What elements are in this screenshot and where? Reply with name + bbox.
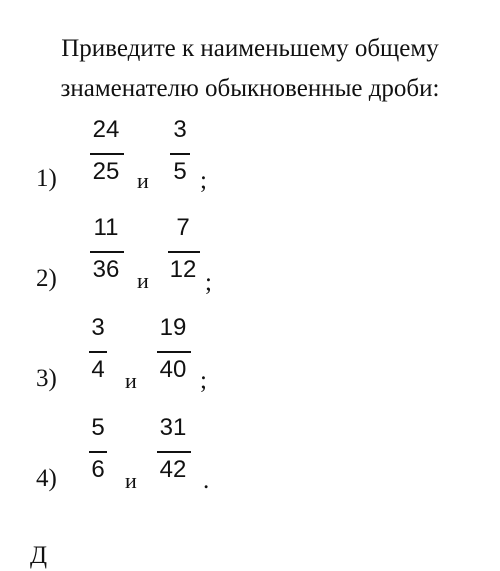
fraction-second <box>157 214 209 294</box>
denominator: 6 <box>91 456 105 483</box>
fraction-first <box>72 314 124 394</box>
denominator: 25 <box>92 158 120 185</box>
denominator: 5 <box>173 158 187 185</box>
end-punctuation: ; <box>200 367 207 394</box>
item-number: 3) <box>36 365 57 392</box>
fraction-bar <box>170 153 190 155</box>
fraction-first <box>80 214 132 294</box>
denominator: 36 <box>92 256 120 283</box>
fraction-second <box>154 116 206 196</box>
fraction-second <box>147 314 199 394</box>
fraction-bar <box>89 351 107 353</box>
task-title-line-2: знаменателю обыкновенные дроби: <box>60 75 440 102</box>
numerator: 5 <box>91 414 105 441</box>
conjunction: и <box>137 268 149 293</box>
conjunction: и <box>125 468 137 493</box>
fraction-first <box>80 116 132 196</box>
numerator: 24 <box>92 116 120 143</box>
fraction-bar <box>90 251 124 253</box>
fraction-bar <box>157 351 191 353</box>
numerator: 3 <box>91 314 105 341</box>
denominator: 4 <box>91 356 105 383</box>
fraction-second <box>147 414 199 494</box>
end-punctuation: . <box>203 467 210 494</box>
end-punctuation: ; <box>205 269 212 296</box>
item-number: 1) <box>36 165 57 192</box>
item-number: 4) <box>36 465 57 492</box>
fraction-bar <box>89 451 107 453</box>
numerator: 31 <box>159 414 187 441</box>
conjunction: и <box>137 168 149 193</box>
item-number: 2) <box>36 265 57 292</box>
fraction-bar <box>90 153 124 155</box>
fraction-bar <box>157 451 191 453</box>
fraction-bar <box>168 251 200 253</box>
task-title-line-1: Приведите к наименьшему общему <box>61 35 439 62</box>
numerator: 19 <box>159 314 187 341</box>
numerator: 11 <box>93 214 119 241</box>
denominator: 42 <box>159 456 187 483</box>
end-punctuation: ; <box>200 167 207 194</box>
numerator: 7 <box>176 214 190 241</box>
denominator: 40 <box>159 356 187 383</box>
cut-off-text: Д <box>30 542 48 569</box>
conjunction: и <box>125 368 137 393</box>
numerator: 3 <box>173 116 187 143</box>
fraction-first <box>72 414 124 494</box>
denominator: 12 <box>169 256 197 283</box>
